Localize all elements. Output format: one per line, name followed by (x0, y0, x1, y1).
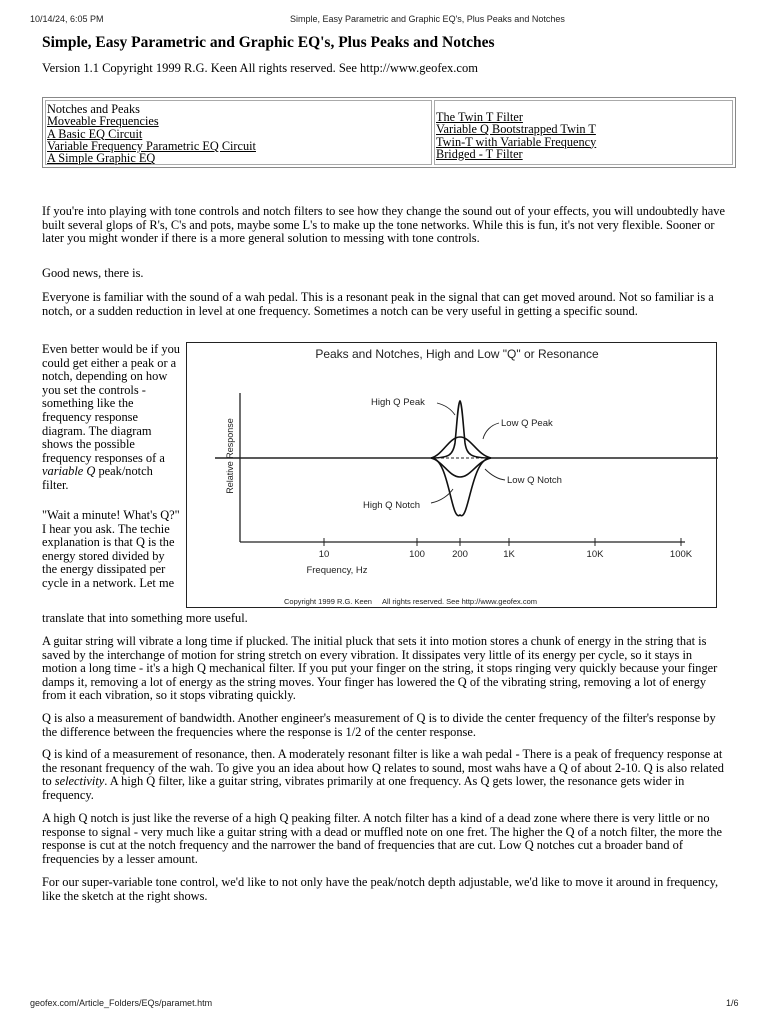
high-q-peak-curve (431, 401, 491, 458)
diagram-copyright: Copyright 1999 R.G. Keen All rights reserved. See http://www.geofex.com (284, 597, 538, 606)
leader-low-q-notch (485, 469, 505, 480)
toc-right-cell (434, 100, 733, 165)
toc-link-twin-t-filter[interactable]: The Twin T Filter (436, 110, 523, 124)
leader-high-q-peak (437, 403, 455, 415)
diagram-ylabel: Relative Response (225, 418, 235, 494)
paragraph-wah: Everyone is familiar with the sound of a wah pedal. This is a resonant peak in the signal that can get moved around. Not so familiar is a notch, or a sudden reduction in level at one frequency. Sometimes a notch can be very useful in getting a specific sound. (42, 290, 714, 318)
paragraph-resonance: Q is kind of a measurement of resonance, then. A moderately resonant filter is like a wah pedal - There is a peak of frequency response at the resonant frequency of the wah. To give you an idea about how Q relates to sound, most wahs have a Q of about 2-10. Q is also related to selectivity. A high Q filter, like a guitar string, vibrates primarily at one frequency. As Q gets lower, the resonance gets wider in frequency. (42, 747, 724, 802)
low-q-peak-curve (431, 437, 491, 458)
paragraph-guitar-string: A guitar string will vibrate a long time if plucked. The initial pluck that sets it into motion stores a chunk of energy in the string that is saved by the interchange of motion for string stretch on every vibration. It dissipates very little of its energy per cycle, so it stays in motion a long time - it's a high Q mechanical filter. If you put your finger on the string, it stops ringing very quickly because your finger damps it, removing a lot of energy as the string moves. Your finger has lowered the Q of the vibrating string, removing a lot of energy from it each vibration, so it stops vibrating quickly. (42, 634, 718, 703)
version-line: Version 1.1 Copyright 1999 R.G. Keen All rights reserved. See http://www.geofex.com (42, 61, 478, 75)
tick-label-10: 10 (318, 549, 330, 560)
toc-table (42, 97, 736, 168)
paragraph-notch: A high Q notch is just like the reverse of a high Q peaking filter. A notch filter has a kind of a dead zone where there is very little or no response to signal - very much like a guitar string with a dead or muffled note on one fret. The higher the Q of a notch filter, the more the response is cut at the notch frequency and the narrower the band of frequencies that are cut. Low Q notches cut a broader band of frequencies by a lesser amount. (42, 811, 722, 866)
side-paragraph-end: translate that into something more useful. (42, 611, 248, 625)
label-high-q-notch: High Q Notch (363, 500, 421, 511)
emphasis-selectivity: selectivity (54, 774, 105, 789)
paragraph-bandwidth: Q is also a measurement of bandwidth. Another engineer's measurement of Q is to divide the center frequency of the filter's response by the difference between the frequencies where the response is 1/2 of the center response. (42, 711, 716, 739)
side-paragraph-whats-q: "Wait a minute! What's Q?" I hear you ask. The techie explanation is that Q is the energy stored divided by the energy dissipated per cycle in a network. Let me (42, 508, 180, 590)
tick-label-200: 200 (452, 549, 468, 560)
toc-link-simple-graphic-eq[interactable]: A Simple Graphic EQ (47, 151, 156, 166)
low-q-notch-curve (431, 458, 491, 477)
paragraph-intro: If you're into playing with tone controls and notch filters to see how they change the sound out of your effects, you will undoubtedly have built several glops of R's, C's and pots, maybe some L's to make up the tone networks. While this is fun, it's not very flexible. Sooner or later you might wonder if there is a more general solution to messing with tone controls. (42, 204, 725, 246)
emphasis-variable-q: variable Q (42, 464, 96, 479)
high-q-notch-curve (431, 458, 491, 516)
toc-link-basic-eq-circuit[interactable]: A Basic EQ Circuit (47, 126, 143, 141)
leader-low-q-peak (483, 423, 499, 439)
label-high-q-peak: High Q Peak (371, 397, 425, 408)
article-title: Simple, Easy Parametric and Graphic EQ's, Plus Peaks and Notches (42, 34, 495, 51)
toc-link-bridged-t-filter[interactable]: Bridged - T Filter (436, 146, 523, 161)
print-timestamp: 10/14/24, 6:05 PM (30, 14, 104, 24)
toc-left-cell (45, 100, 432, 165)
diagram-xlabel: Frequency, Hz (306, 565, 368, 576)
toc-link-variable-frequency-parametric[interactable]: Variable Frequency Parametric EQ Circuit (47, 138, 256, 153)
paragraph-good-news: Good news, there is. (42, 266, 144, 280)
toc-heading: Notches and Peaks (47, 102, 140, 116)
tick-label-1k: 1K (503, 549, 515, 560)
tick-label-10k: 10K (586, 549, 604, 560)
diagram-title: Peaks and Notches, High and Low "Q" or Resonance (315, 347, 599, 361)
diagram-svg (187, 343, 718, 609)
print-url: geofex.com/Article_Folders/EQs/paramet.htm (30, 998, 213, 1008)
label-low-q-peak: Low Q Peak (501, 418, 553, 429)
frequency-response-diagram (186, 342, 717, 608)
print-page-number: 1/6 (726, 998, 739, 1008)
toc-link-variable-q-twin-t[interactable]: Variable Q Bootstrapped Twin T (436, 122, 596, 137)
label-low-q-notch: Low Q Notch (507, 475, 562, 486)
tick-label-100: 100 (409, 549, 425, 560)
tick-label-100k: 100K (669, 549, 693, 560)
paragraph-super-variable: For our super-variable tone control, we'd like to not only have the peak/notch depth adjustable, we'd like to move it around in frequency, like the sketch at the right shows. (42, 875, 719, 903)
print-page-title: Simple, Easy Parametric and Graphic EQ's, Plus Peaks and Notches (290, 14, 565, 24)
toc-link-moveable-frequencies[interactable]: Moveable Frequencies (47, 114, 159, 129)
side-paragraph-variable-q: Even better would be if you could get either a peak or a notch, depending on how you set the controls - something like the frequency response diagram. The diagram shows the possible frequency responses of a variable Q peak/notch filter. (42, 342, 180, 492)
toc-link-twin-t-variable-frequency[interactable]: Twin-T with Variable Frequency (436, 134, 597, 149)
